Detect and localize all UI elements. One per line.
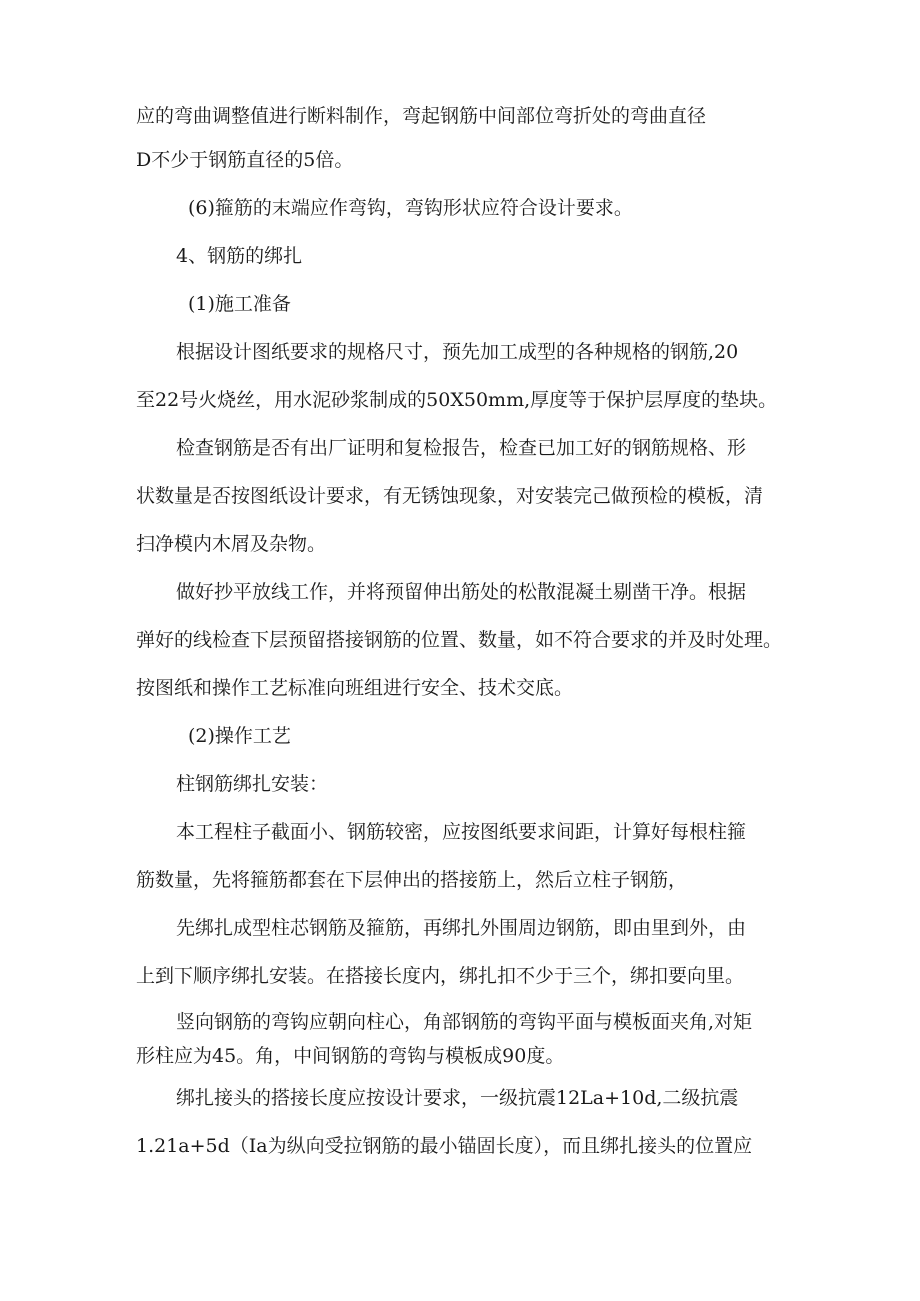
text-line-2: D不少于钢筋直径的5倍。 xyxy=(136,149,354,171)
text-line-15: 柱钢筋绑扎安装： xyxy=(176,773,329,795)
text-line-18: 先绑扎成型柱芯钢筋及箍筋，再绑扎外围周边钢筋，即由里到外，由 xyxy=(176,917,747,939)
text-line-21: 形柱应为45。角，中间钢筋的弯钩与模板成90度。 xyxy=(136,1045,565,1067)
text-line-1: 应的弯曲调整值进行断料制作，弯起钢筋中间部位弯折处的弯曲直径 xyxy=(136,105,707,127)
subheading-construction-prep: (1)施工准备 xyxy=(188,293,291,315)
section-heading-4: 4、钢筋的绑扎 xyxy=(176,245,303,267)
text-line-17: 筋数量，先将箍筋都套在下层伸出的搭接筋上，然后立柱子钢筋， xyxy=(136,869,688,891)
text-line-11: 做好抄平放线工作，并将预留伸出筋处的松散混凝土剔凿干净。根据 xyxy=(176,581,747,603)
text-line-7: 至22号火烧丝，用水泥砂浆制成的50X50mm,厚度等于保护层厚度的垫块。 xyxy=(136,389,778,411)
text-line-9: 状数量是否按图纸设计要求，有无锈蚀现象，对安装完己做预检的模板，清 xyxy=(136,485,764,507)
text-line-12: 弹好的线检查下层预留搭接钢筋的位置、数量，如不符合要求的并及时处理。 xyxy=(136,629,783,651)
text-line-6: 根据设计图纸要求的规格尺寸，预先加工成型的各种规格的钢筋,20 xyxy=(176,341,739,363)
text-line-22: 绑扎接头的搭接长度应按设计要求，一级抗震12La+10d,二级抗震 xyxy=(176,1087,739,1109)
text-line-10: 扫净模内木屑及杂物。 xyxy=(136,533,327,555)
text-line-13: 按图纸和操作工艺标准向班组进行安全、技术交底。 xyxy=(136,677,574,699)
subheading-operation-process: (2)操作工艺 xyxy=(188,725,291,747)
text-line-20: 竖向钢筋的弯钩应朝向柱心，角部钢筋的弯钩平面与模板面夹角,对矩 xyxy=(176,1011,753,1033)
text-line-19: 上到下顺序绑扎安装。在搭接长度内，绑扎扣不少于三个，绑扣要向里。 xyxy=(136,965,745,987)
text-line-8: 检查钢筋是否有出厂证明和复检报告，检查已加工好的钢筋规格、形 xyxy=(176,437,747,459)
text-line-16: 本工程柱子截面小、钢筋较密，应按图纸要求间距，计算好每根柱箍 xyxy=(176,821,747,843)
text-line-23: 1.21a+5d（Ia为纵向受拉钢筋的最小锚固长度），而且绑扎接头的位置应 xyxy=(136,1135,753,1157)
text-line-3: (6)箍筋的末端应作弯钩，弯钩形状应符合设计要求。 xyxy=(188,197,633,219)
